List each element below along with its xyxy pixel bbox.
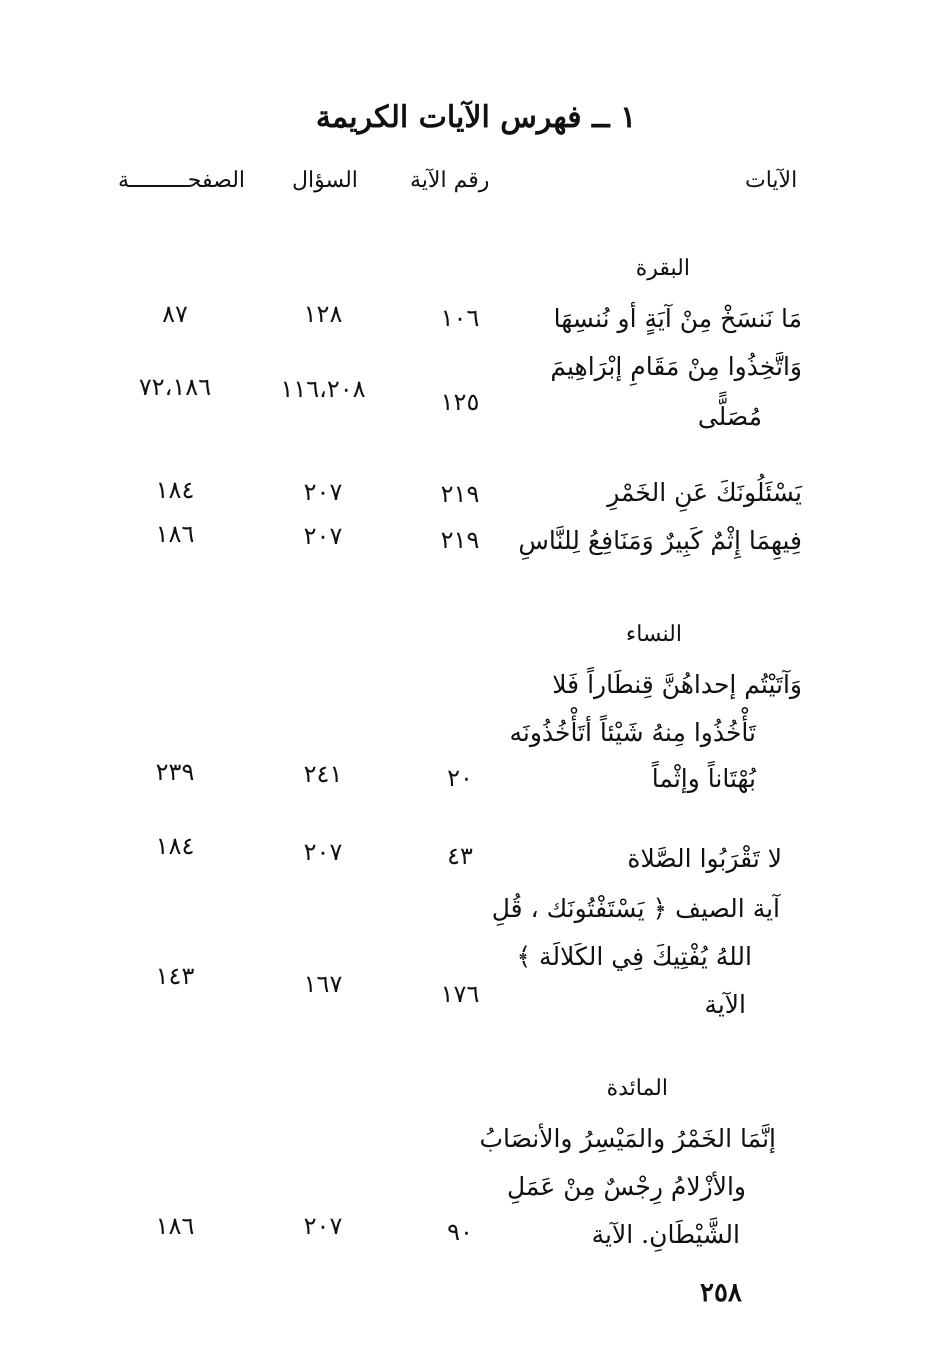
ayah-line: وَاتَّخِذُوا مِنْ مَقَامِ إبْرَاهِيمَ xyxy=(550,352,802,381)
ayah-number: ١٧٦ xyxy=(440,980,480,1008)
ayah-number: ١٠٦ xyxy=(440,304,480,332)
ayah-line: مَا نَنسَخْ مِنْ آيَةٍ أو نُنسِهَا xyxy=(553,304,802,333)
header-ayah-number: رقم الآية xyxy=(410,168,490,193)
ayah-line: الشَّيْطَانِ. الآية xyxy=(591,1220,740,1249)
header-page: الصفحـــــــــة xyxy=(118,168,246,193)
page-reference: ١٨٦ xyxy=(155,520,195,548)
page-reference: ١٨٤ xyxy=(155,832,195,860)
question-number: ٢٠٧ xyxy=(303,522,343,550)
ayah-line: الآية xyxy=(704,990,746,1019)
page-reference: ٢٣٩ xyxy=(155,758,195,786)
section-title: النساء xyxy=(625,622,682,647)
page-reference: ١٨٦ xyxy=(155,1212,195,1240)
ayah-line: لا تَقْرَبُوا الصَّلاة xyxy=(627,844,782,873)
question-number: ٢٠٧ xyxy=(303,838,343,866)
ayah-line: مُصَلًّى xyxy=(697,402,762,431)
ayah-number: ٩٠ xyxy=(447,1218,473,1246)
question-number: ١٦٧ xyxy=(303,970,343,998)
question-number: ٢٠٧ xyxy=(303,1212,343,1240)
ayah-line: وَآتَيْتُم إحداهُنَّ قِنطَاراً فَلا xyxy=(552,670,802,699)
ayah-line: تَأْخُذُوا مِنهُ شَيْئاً أتَأْخُذُونَه xyxy=(509,718,756,747)
page-number: ٢٥٨ xyxy=(700,1278,742,1308)
ayah-line: إنَّمَا الخَمْرُ والمَيْسِرُ والأنصَابُ xyxy=(479,1124,776,1153)
ayah-number: ١٢٥ xyxy=(440,388,480,416)
question-number: ١١٦،٢٠٨ xyxy=(280,375,366,403)
question-number: ٢٤١ xyxy=(303,760,343,788)
ayah-number: ٢١٩ xyxy=(440,480,480,508)
page-reference: ١٤٣ xyxy=(155,962,195,990)
page-reference: ٨٧ xyxy=(162,300,188,328)
question-number: ١٢٨ xyxy=(303,300,343,328)
header-ayat: الآيات xyxy=(745,168,798,193)
page-reference: ٧٢،١٨٦ xyxy=(138,373,212,401)
ayah-number: ٤٣ xyxy=(447,842,473,870)
ayah-line: آية الصيف ﴿ يَسْتَفْتُونَك ، قُلِ xyxy=(491,894,780,923)
page-title: ١ ــ فهرس الآيات الكريمة xyxy=(315,100,637,135)
header-question: السؤال xyxy=(292,168,358,193)
page-reference: ١٨٤ xyxy=(155,476,195,504)
question-number: ٢٠٧ xyxy=(303,478,343,506)
ayah-line: بُهْتَاناً وإثْماً xyxy=(651,764,756,793)
ayah-line: والأزْلامُ رِجْسٌ مِنْ عَمَلِ xyxy=(506,1172,746,1201)
ayah-line: اللهُ يُفْتِيكَ فِي الكَلالَة ﴾ xyxy=(516,942,752,971)
section-title: البقرة xyxy=(635,256,690,281)
ayah-line: يَسْئَلُونَكَ عَنِ الخَمْرِ xyxy=(607,478,802,507)
ayah-number: ٢٠ xyxy=(447,764,473,792)
ayah-line: فِيهِمَا إِثْمٌ كَبِيرٌ وَمَنَافِعُ لِلنَّاسِ xyxy=(518,526,802,555)
section-title: المائدة xyxy=(606,1076,668,1101)
ayah-number: ٢١٩ xyxy=(440,526,480,554)
